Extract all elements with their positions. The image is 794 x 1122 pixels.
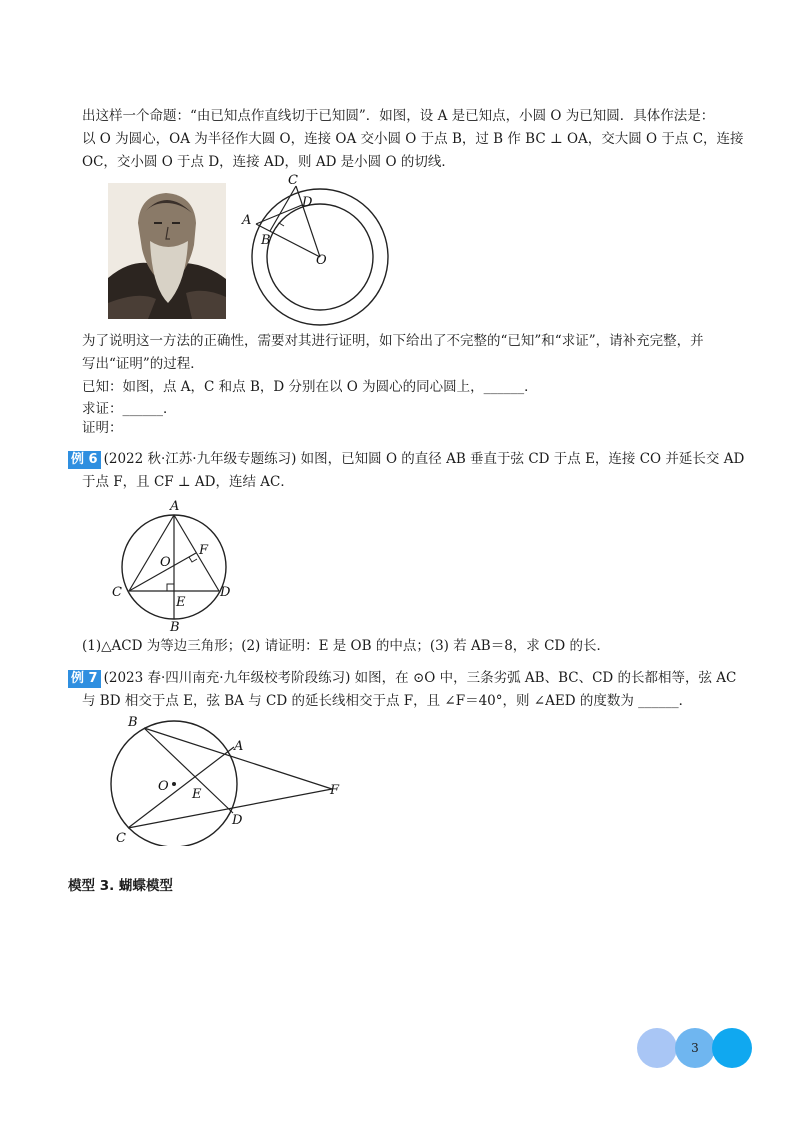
example-badge: 例 6 bbox=[68, 451, 101, 469]
paragraph-line: 出这样一个命题：“由已知点作直线切于已知圆”．如图，设 A 是已知点，小圆 O 为已知圆．具体作法是： bbox=[82, 108, 715, 124]
point-label: D bbox=[220, 585, 231, 600]
prove-line: 求证：______． bbox=[82, 401, 177, 417]
portrait-image bbox=[108, 183, 226, 319]
example-text: (2022 秋·江苏·九年级专题练习) 如图，已知圆 O 的直径 AB 垂直于弦 CD 于点 E，连接 CO 并延长交 AD bbox=[103, 451, 745, 467]
point-label: A bbox=[242, 213, 252, 228]
example-6-question: (1)△ACD 为等边三角形；(2) 请证明：E 是 OB 的中点；(3) 若 AB＝8，求 CD 的长． bbox=[82, 638, 611, 654]
point-label: O bbox=[316, 253, 327, 268]
point-label: F bbox=[330, 783, 340, 798]
point-label: E bbox=[192, 787, 202, 802]
point-label: B bbox=[128, 715, 138, 730]
point-label: B bbox=[170, 620, 180, 634]
point-label: E bbox=[176, 595, 186, 610]
page-dot-left bbox=[637, 1028, 677, 1068]
point-label: O bbox=[158, 779, 169, 794]
page-number: 3 bbox=[691, 1041, 699, 1055]
point-label: C bbox=[112, 585, 122, 600]
paragraph-line: 为了说明这一方法的正确性，需要对其进行证明，如下给出了不完整的“已知”和“求证”，请补充完整，并 bbox=[82, 333, 704, 349]
example-text: (2023 春·四川南充·九年级校考阶段练习) 如图，在 ⊙O 中，三条劣弧 AB、BC、CD 的长都相等，弦 AC bbox=[103, 670, 737, 686]
concentric-circles-figure bbox=[236, 172, 396, 327]
point-label: D bbox=[232, 813, 243, 828]
example-text: 与 BD 相交于点 E，弦 BA 与 CD 的延长线相交于点 F，且 ∠F＝40°，则 ∠AED 的度数为 ______． bbox=[82, 693, 693, 709]
example-6-figure bbox=[108, 496, 240, 634]
point-label: A bbox=[234, 739, 244, 754]
paragraph-line: 以 O 为圆心，OA 为半径作大圆 O，连接 OA 交小圆 O 于点 B，过 B 作 BC ⊥ OA，交大圆 O 于点 C，连接 bbox=[82, 131, 744, 147]
example-text: 于点 F，且 CF ⊥ AD，连结 AC． bbox=[82, 474, 294, 490]
point-label: D bbox=[302, 195, 313, 210]
paragraph-line: 写出“证明”的过程． bbox=[82, 356, 204, 372]
point-label: A bbox=[170, 499, 180, 514]
proof-line: 证明： bbox=[82, 420, 123, 436]
section-title: 模型 3. 蝴蝶模型 bbox=[68, 878, 173, 894]
point-label: B bbox=[261, 233, 271, 248]
example-badge: 例 7 bbox=[68, 670, 101, 688]
example-6-header bbox=[68, 449, 744, 469]
paragraph-line: OC，交小圆 O 于点 D，连接 AD，则 AD 是小圆 O 的切线． bbox=[82, 154, 455, 170]
page-dot-right bbox=[712, 1028, 752, 1068]
point-label: C bbox=[116, 831, 126, 846]
point-label: O bbox=[160, 555, 171, 570]
example-7-header bbox=[68, 668, 736, 688]
point-label: F bbox=[199, 543, 209, 558]
known-line: 已知：如图，点 A，C 和点 B，D 分别在以 O 为圆心的同心圆上，______． bbox=[82, 379, 538, 395]
point-label: C bbox=[288, 173, 298, 188]
example-7-figure bbox=[104, 712, 352, 846]
